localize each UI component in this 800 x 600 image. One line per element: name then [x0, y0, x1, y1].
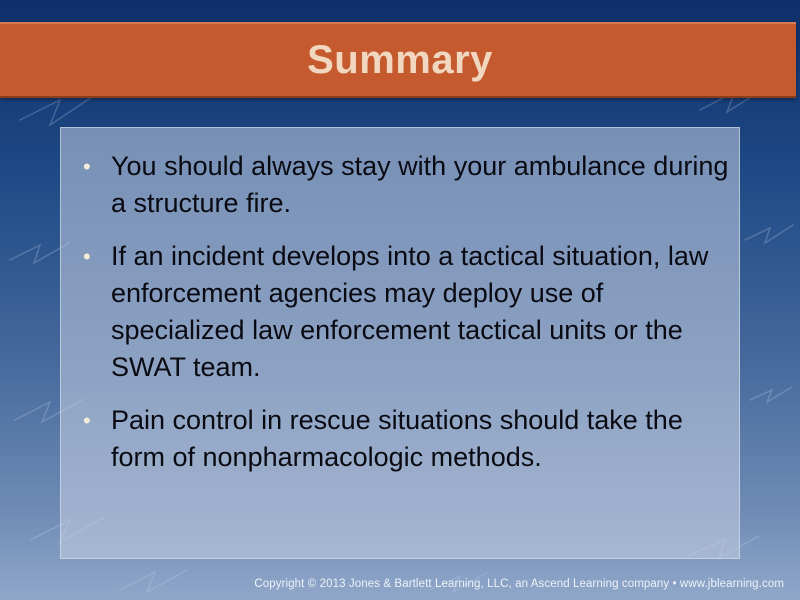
bullet-marker-icon: • [83, 408, 91, 433]
bullet-item [61, 238, 731, 386]
title-bar [0, 22, 796, 98]
bullet-text: Pain control in rescue situations should take the form of nonpharmacologic methods. [111, 405, 683, 472]
slide-title: Summary [307, 38, 493, 82]
bullet-item [61, 402, 731, 476]
copyright-footer: Copyright © 2013 Jones & Bartlett Learning, LLC, an Ascend Learning company • www.jblearning.com [254, 578, 784, 590]
bullet-text: You should always stay with your ambulance during a structure fire. [111, 151, 729, 218]
bullet-marker-icon: • [83, 154, 91, 179]
bullet-marker-icon: • [83, 244, 91, 269]
content-panel [60, 127, 740, 559]
bullet-text: If an incident develops into a tactical situation, law enforcement agencies may deploy use of specialized law enforcement tactical units or the SWAT team. [111, 241, 709, 382]
bullet-item [61, 148, 731, 222]
bullet-list [61, 148, 731, 492]
